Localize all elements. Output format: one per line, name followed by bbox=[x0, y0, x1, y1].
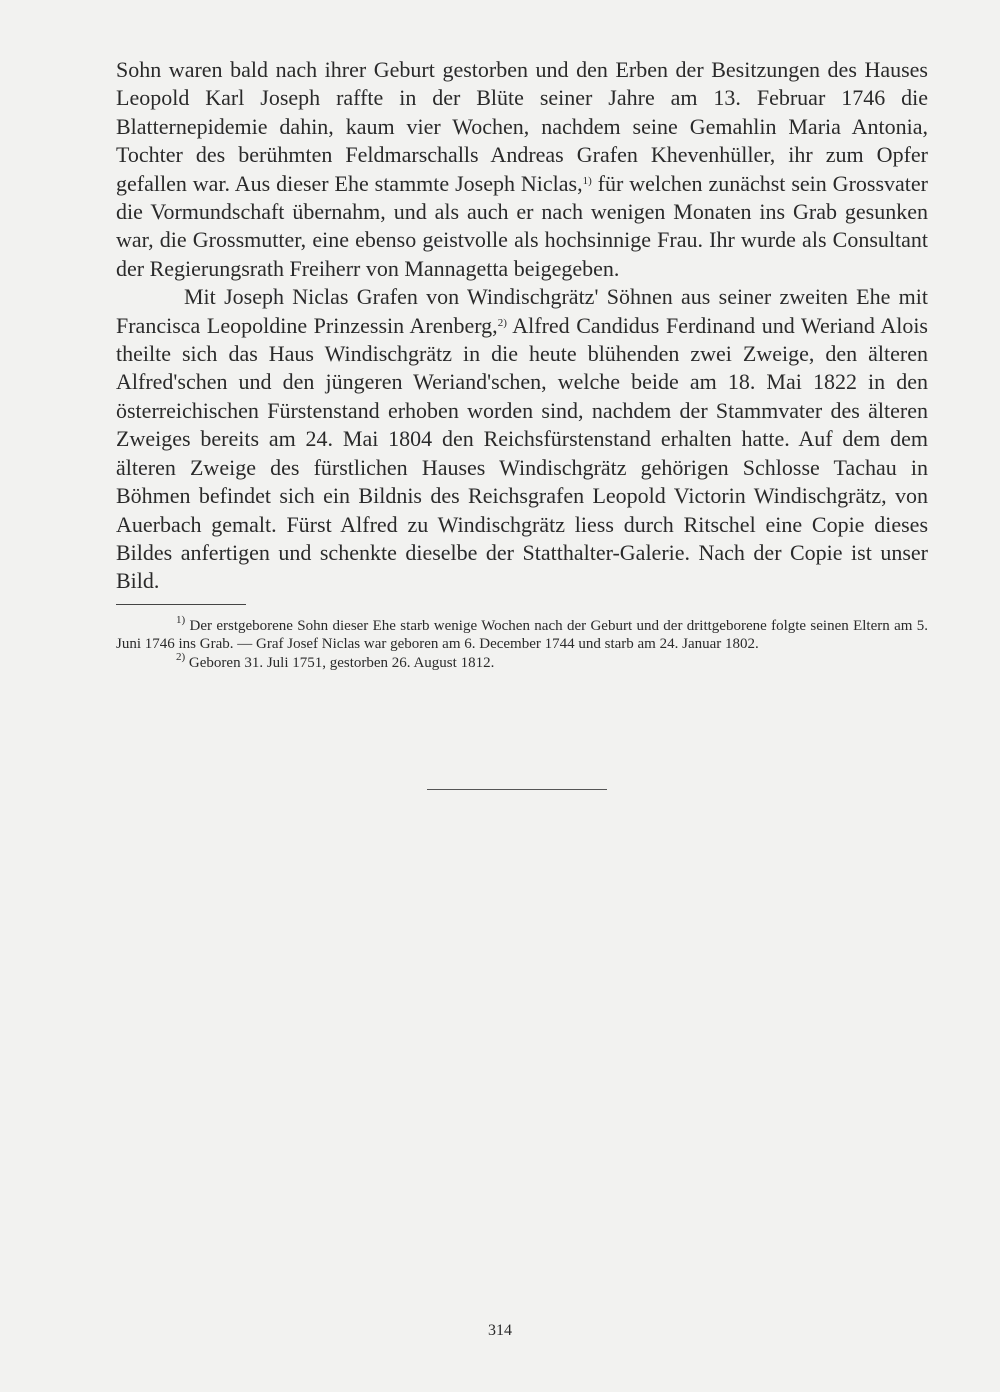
footnote-1: $^{1)}$ Der erstgeborene Sohn dieser Ehe starb wenige Wochen nach der Geburt und der drittgeborene folgte seinen Eltern am 5. Juni 1746 ins Grab. — Graf Josef Niclas war geboren am 6. December 1744 und starb am 24. Januar 1802. bbox=[116, 614, 928, 653]
paragraph-1: Sohn waren bald nach ihrer Geburt gestorben und den Erben der Besitzungen des Hauses Leopold Karl Joseph raffte in der Blüte seiner Jahre am 13. Februar 1746 die Blatternepidemie dahin, kaum vier Wochen, nachdem seine Gemahlin Maria Antonia, Tochter des berühmten Feldmarschalls Andreas Grafen Khevenhüller, ihr zum Opfer gefallen war. Aus dieser Ehe stammte Joseph Niclas,$^{1)}$ für welchen zunächst sein Grossvater die Vormundschaft übernahm, und als auch er nach wenigen Monaten ins Grab gesunken war, die Grossmutter, eine ebenso geistvolle als hochsinnige Frau. Ihr wurde als Consultant der Regierungsrath Freiherr von Mannagetta beigegeben. bbox=[116, 57, 928, 281]
footnote-ref-2: 2) bbox=[497, 316, 507, 329]
footnote-mark-2: 2) bbox=[176, 650, 186, 663]
body-text bbox=[116, 56, 928, 596]
footnote-2: $^{2)}$ Geboren 31. Juli 1751, gestorben 26. August 1812. bbox=[176, 650, 495, 671]
footnotes bbox=[116, 614, 928, 672]
footnote-separator bbox=[116, 604, 246, 605]
section-end-rule bbox=[427, 789, 607, 790]
paragraph-2: Mit Joseph Niclas Grafen von Windischgrätz' Söhnen aus seiner zweiten Ehe mit Francisca Leopoldine Prinzessin Arenberg,$^{2)}$ Alfred Candidus Ferdinand und Weriand Alois theilte sich das Haus Windischgrätz in die heute blühenden zwei Zweige, den älteren Alfred'schen und den jüngeren Weriand'schen, welche beide am 18. Mai 1822 in den österreichischen Fürstenstand erhoben worden sind, nachdem der Stammvater des älteren Zweiges bereits am 24. Mai 1804 den Reichsfürstenstand erhalten hatte. Auf dem dem älteren Zweige des fürstlichen Hauses Windischgrätz gehörigen Schlosse Tachau in Böhmen befindet sich ein Bildnis des Reichsgrafen Leopold Victorin Windischgrätz, von Auerbach gemalt. Fürst Alfred zu Windischgrätz liess durch Ritschel eine Copie dieses Bildes anfertigen und schenkte dieselbe der Statthalter-Galerie. Nach der Copie ist unser Bild. bbox=[116, 284, 928, 594]
page-number: 314 bbox=[488, 1322, 512, 1339]
footnote-mark-1: 1) bbox=[176, 614, 186, 626]
footnote-ref-1: 1) bbox=[582, 174, 592, 187]
